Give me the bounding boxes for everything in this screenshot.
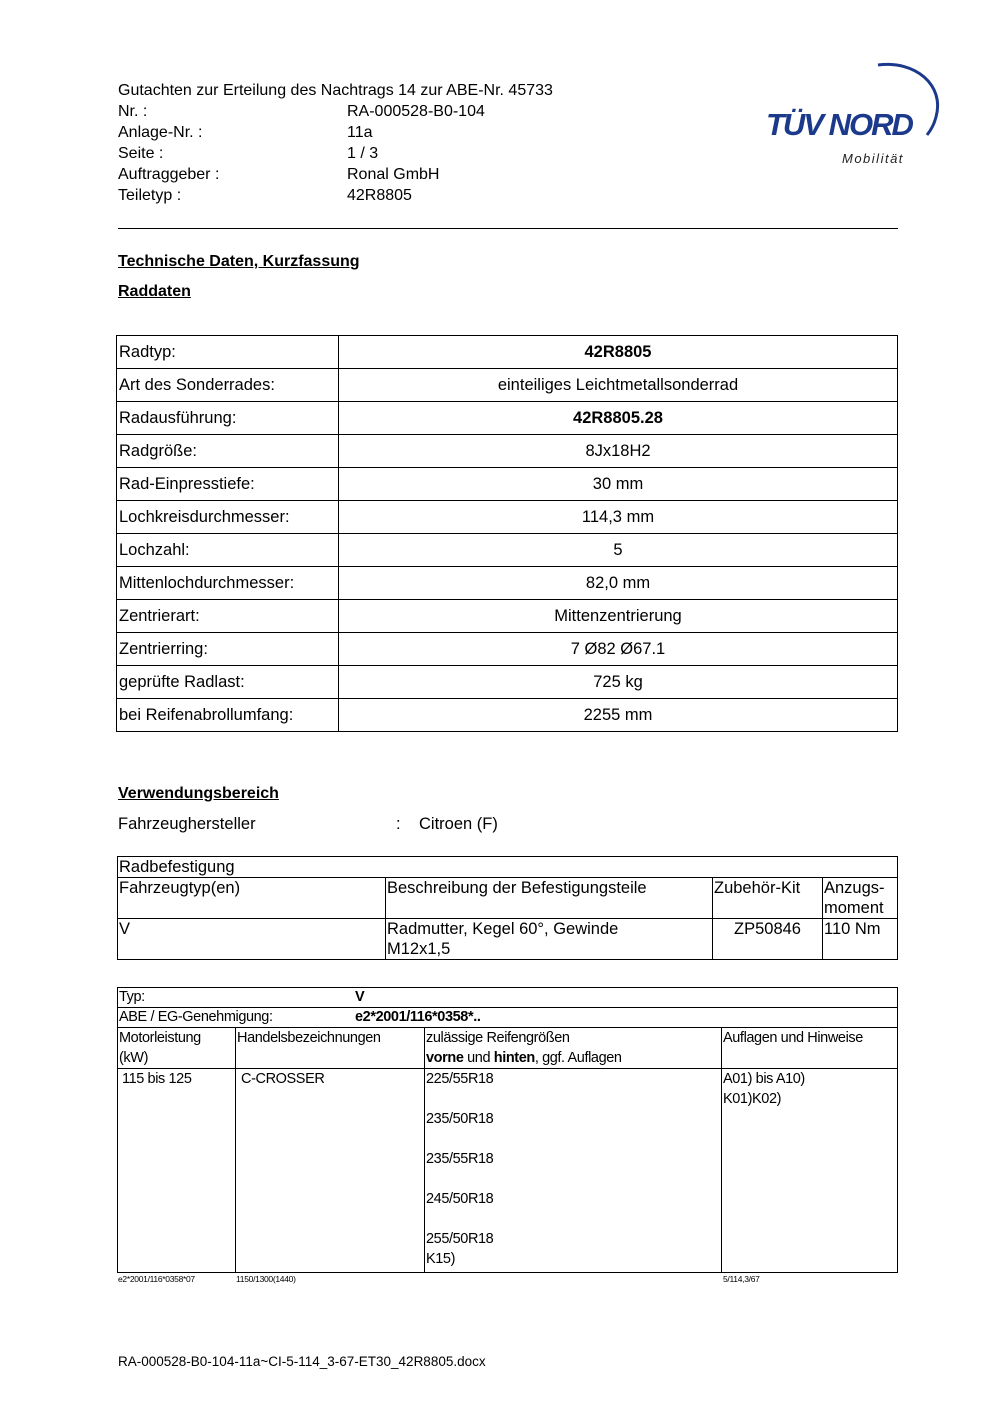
header-text: , ggf. Auflagen: [534, 1050, 622, 1066]
reifen-size: 245/50R18: [426, 1191, 494, 1207]
table-row: [117, 336, 898, 369]
raddaten-value: 114,3 mm: [339, 501, 898, 534]
tuev-nord-logo: TÜV NORD: [766, 107, 912, 142]
raddaten-value: 5: [339, 534, 898, 567]
document-footer: RA-000528-B0-104-11a~CI-5-114_3-67-ET30_42R8805.docx: [118, 1354, 486, 1369]
header-label: Anlage-Nr. :: [118, 124, 203, 141]
logo-subtitle: Mobilität: [842, 151, 904, 166]
raddaten-value: 42R8805.28: [339, 402, 898, 435]
table-row: [117, 369, 898, 402]
table-row: [117, 534, 898, 567]
header-row-anlage: [118, 122, 553, 143]
fine-print-approval: e2*2001/116*0358*07: [118, 1274, 195, 1284]
table-row: [117, 402, 898, 435]
table-row: [118, 919, 898, 960]
raddaten-label: Radgröße:: [117, 435, 339, 468]
raddaten-value: 42R8805: [339, 336, 898, 369]
table-row: [118, 878, 898, 919]
hersteller-value: Citroen (F): [419, 815, 498, 833]
table-header: Zubehör-Kit: [713, 878, 823, 919]
raddaten-label: Lochkreisdurchmesser:: [117, 501, 339, 534]
table-row: [117, 666, 898, 699]
hersteller-colon: :: [396, 815, 401, 833]
typ-table: [117, 987, 898, 1273]
raddaten-label: Rad-Einpresstiefe:: [117, 468, 339, 501]
raddaten-value: Mittenzentrierung: [339, 600, 898, 633]
table-row: [117, 633, 898, 666]
header-line: Anzugs-: [824, 879, 885, 897]
table-header: Handelsbezeichnungen: [236, 1028, 425, 1069]
table-row: [117, 567, 898, 600]
reifen-size: 235/50R18: [426, 1111, 494, 1127]
table-cell: C-CROSSER: [236, 1069, 425, 1273]
raddaten-value: 82,0 mm: [339, 567, 898, 600]
raddaten-value: 7 Ø82 Ø67.1: [339, 633, 898, 666]
header-bold: hinten: [493, 1050, 535, 1066]
header-value: 1 / 3: [347, 145, 379, 162]
table-row: [117, 435, 898, 468]
table-cell: [386, 919, 713, 960]
header-label: Teiletyp :: [118, 187, 182, 204]
table-cell: 110 Nm: [823, 919, 898, 960]
header-text: und: [463, 1050, 494, 1066]
auflagen-line: A01) bis A10): [723, 1071, 805, 1087]
table-header: [823, 878, 898, 919]
table-row: [118, 857, 898, 878]
verwendung-title: Verwendungsbereich: [118, 785, 279, 802]
raddaten-label: Radtyp:: [117, 336, 339, 369]
raddaten-title: Raddaten: [118, 283, 191, 300]
cell-line: Radmutter, Kegel 60°, Gewinde: [387, 920, 619, 938]
table-row: [117, 501, 898, 534]
table-row: [117, 600, 898, 633]
raddaten-label: Art des Sonderrades:: [117, 369, 339, 402]
header-line: (kW): [119, 1050, 148, 1066]
table-row: [118, 1028, 898, 1069]
table-row: [117, 468, 898, 501]
abe-label: ABE / EG-Genehmigung:: [119, 1009, 273, 1025]
table-header: Beschreibung der Befestigungsteile: [386, 878, 713, 919]
header-row-seite: [118, 143, 553, 164]
typ-row: [118, 988, 898, 1008]
header-line: moment: [824, 899, 884, 917]
section-title: Technische Daten, Kurzfassung: [118, 253, 360, 270]
raddaten-label: Zentrierart:: [117, 600, 339, 633]
reifen-size: 235/55R18: [426, 1151, 494, 1167]
table-row: [118, 988, 898, 1008]
table-cell: [722, 1069, 898, 1273]
typ-label: Typ:: [119, 989, 145, 1005]
header-value: RA-000528-B0-104: [347, 103, 485, 120]
raddaten-label: Radausführung:: [117, 402, 339, 435]
raddaten-value: 2255 mm: [339, 699, 898, 732]
hersteller-label: Fahrzeughersteller: [118, 815, 256, 833]
header-label: Seite :: [118, 145, 164, 162]
raddaten-label: bei Reifenabrollumfang:: [117, 699, 339, 732]
abe-value: e2*2001/116*0358*..: [355, 1009, 481, 1025]
table-row: [118, 1069, 898, 1273]
header-line: Motorleistung: [119, 1030, 201, 1046]
header-row-teiletyp: [118, 185, 553, 206]
header-row-nr: [118, 101, 553, 122]
header-bold: vorne: [426, 1050, 464, 1066]
raddaten-label: Zentrierring:: [117, 633, 339, 666]
header-label: Nr. :: [118, 103, 148, 120]
header-title: Gutachten zur Erteilung des Nachtrags 14 zur ABE-Nr. 45733: [118, 82, 553, 99]
table-header: [118, 1028, 236, 1069]
document-header: [118, 80, 553, 206]
header-label: Auftraggeber :: [118, 166, 220, 183]
raddaten-label: Mittenlochdurchmesser:: [117, 567, 339, 600]
header-value: 42R8805: [347, 187, 412, 204]
raddaten-value: 30 mm: [339, 468, 898, 501]
cell-line: M12x1,5: [387, 940, 451, 958]
fine-print-bolt: 5/114,3/67: [723, 1274, 760, 1284]
raddaten-value: einteiliges Leichtmetallsonderrad: [339, 369, 898, 402]
table-cell: 115 bis 125: [118, 1069, 236, 1273]
befestigung-table: [117, 856, 898, 960]
table-header: Auflagen und Hinweise: [722, 1028, 898, 1069]
header-value: 11a: [347, 124, 373, 141]
table-cell: ZP50846: [713, 919, 823, 960]
header-line: [426, 1048, 720, 1068]
table-cell: [425, 1069, 722, 1273]
auflagen-line: K01)K02): [723, 1091, 782, 1107]
table-header: [425, 1028, 722, 1069]
header-line: zulässige Reifengrößen: [426, 1030, 570, 1046]
table-row: [118, 1008, 898, 1028]
table-header: Fahrzeugtyp(en): [118, 878, 386, 919]
fine-print-load: 1150/1300(1440): [236, 1274, 296, 1284]
reifen-size: 225/55R18: [426, 1071, 494, 1087]
table-row: [117, 699, 898, 732]
raddaten-label: geprüfte Radlast:: [117, 666, 339, 699]
header-divider: [118, 228, 898, 229]
raddaten-label: Lochzahl:: [117, 534, 339, 567]
header-row-auftraggeber: [118, 164, 553, 185]
reifen-size: 255/50R18: [426, 1231, 494, 1247]
befestigung-title: Radbefestigung: [118, 857, 898, 878]
typ-value: V: [355, 989, 365, 1005]
raddaten-table: [116, 335, 898, 732]
abe-row: [118, 1008, 898, 1028]
header-value: Ronal GmbH: [347, 166, 440, 183]
raddaten-value: 8Jx18H2: [339, 435, 898, 468]
reifen-note: K15): [426, 1251, 456, 1267]
raddaten-value: 725 kg: [339, 666, 898, 699]
table-cell: V: [118, 919, 386, 960]
